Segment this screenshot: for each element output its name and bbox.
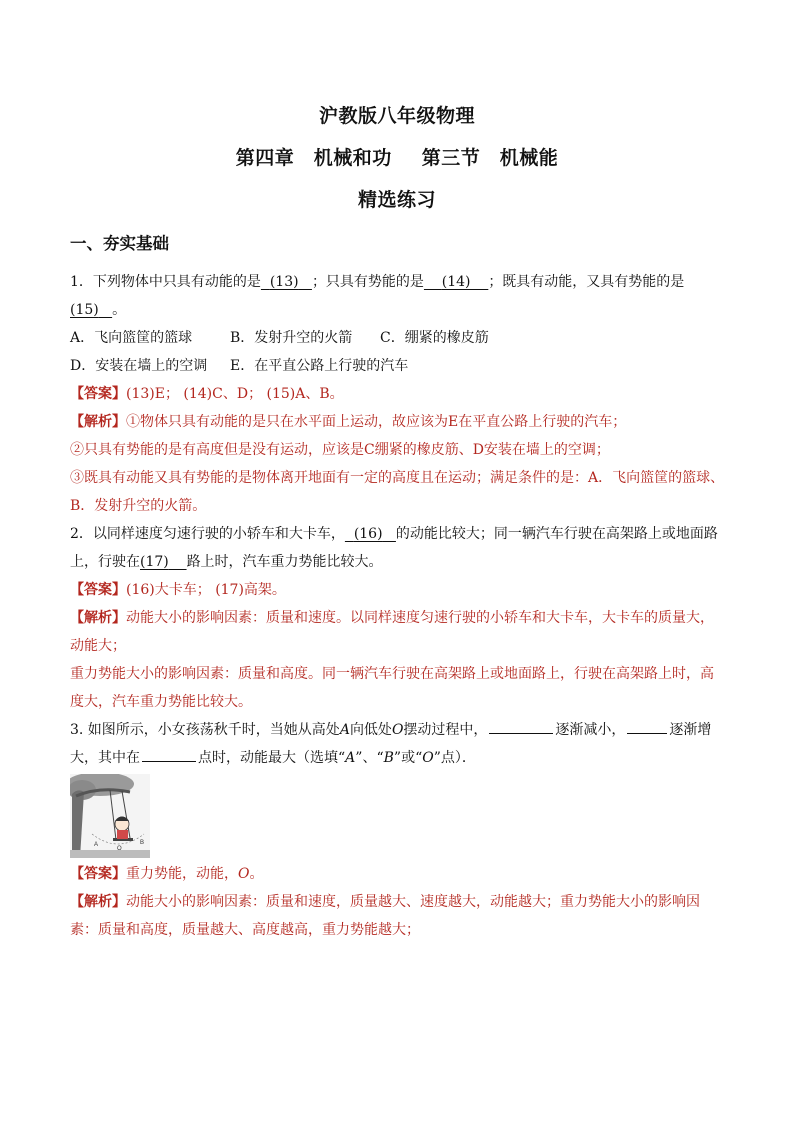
content-body	[70, 268, 726, 944]
option-b: B．发射升空的火箭	[230, 330, 353, 346]
blank-3	[142, 745, 196, 762]
q3-analysis-1: 【解析】动能大小的影响因素：质量和速度，质量越大、速度越大，动能越大；重力势能大小的影响因素：质量和高度，质量越大、高度越高，重力势能越大；	[70, 894, 700, 938]
blank-1	[489, 717, 553, 734]
point-label-o: O	[117, 846, 122, 852]
blank-17: (17)	[140, 554, 169, 570]
q1-text: 1．下列物体中只具有动能的是	[70, 274, 261, 290]
blank-15: (15)	[70, 302, 99, 318]
question-3: 3. 如图所示，小女孩荡秋千时，当她从高处A向低处O摆动过程中， 逐渐减小， 逐渐增大，其中在 点时，动能最大（选填“A”、“B”或“O”点）．	[70, 716, 726, 772]
chapter-name: 第四章 机械和功	[235, 147, 392, 169]
option-a: A．飞向篮筐的篮球	[70, 330, 193, 346]
q2-analysis-1: 【解析】动能大小的影响因素：质量和速度。以同样速度匀速行驶的小轿车和大卡车，大卡车的质量大，动能大；	[70, 610, 714, 654]
section-name: 第三节 机械能	[421, 147, 559, 169]
q1-options-row2	[70, 352, 726, 380]
section-heading: 一、夯实基础	[70, 234, 169, 253]
q2-answer: 【答案】(16)大卡车； (17)高架。	[70, 582, 286, 598]
swing-girl-illustration	[70, 774, 150, 858]
q3-answer: 【答案】重力势能，动能，O。	[70, 866, 264, 882]
exercise-title: 精选练习	[357, 189, 436, 211]
option-d: D．安装在墙上的空调	[70, 358, 208, 374]
question-1: 1．下列物体中只具有动能的是 (13) ；只具有势能的是 (14) ；既具有动能，又具有势能的是(15) 。	[70, 268, 726, 324]
q1-answer: 【答案】(13)E； (14)C、D； (15)A、B。	[70, 386, 344, 402]
blank-2	[627, 717, 667, 734]
q1-options-row1	[70, 324, 726, 352]
option-c: C．绷紧的橡皮筋	[380, 330, 489, 346]
point-label-a: A	[94, 842, 99, 848]
q1-analysis-2: ②只具有势能的是有高度但是没有运动，应该是C绷紧的橡皮筋、D安装在墙上的空调；	[70, 442, 610, 458]
option-e: E．在平直公路上行驶的汽车	[230, 358, 409, 374]
blank-14: (14)	[441, 274, 471, 290]
question-2: 2．以同样速度匀速行驶的小轿车和大卡车， (16) 的动能比较大；同一辆汽车行驶在高架路上或地面路上，行驶在(17) 路上时，汽车重力势能比较大。	[70, 520, 726, 576]
q1-analysis-3: ③既具有动能又具有势能的是物体离开地面有一定的高度且在运动；满足条件的是：A．飞向篮筐的篮球、B．发射升空的火箭。	[70, 470, 725, 514]
point-label-b: B	[140, 840, 145, 846]
blank-16: (16)	[353, 526, 383, 542]
chapter-title	[0, 146, 794, 170]
q1-analysis-1: 【解析】①物体只具有动能的是只在水平面上运动，故应该为E在平直公路上行驶的汽车；	[70, 414, 627, 430]
q2-analysis-2: 重力势能大小的影响因素：质量和高度。同一辆汽车行驶在高架路上或地面路上，行驶在高架路上时，高度大，汽车重力势能比较大。	[70, 666, 714, 710]
blank-13: (13)	[269, 274, 299, 290]
doc-title: 沪教版八年级物理	[318, 105, 475, 127]
